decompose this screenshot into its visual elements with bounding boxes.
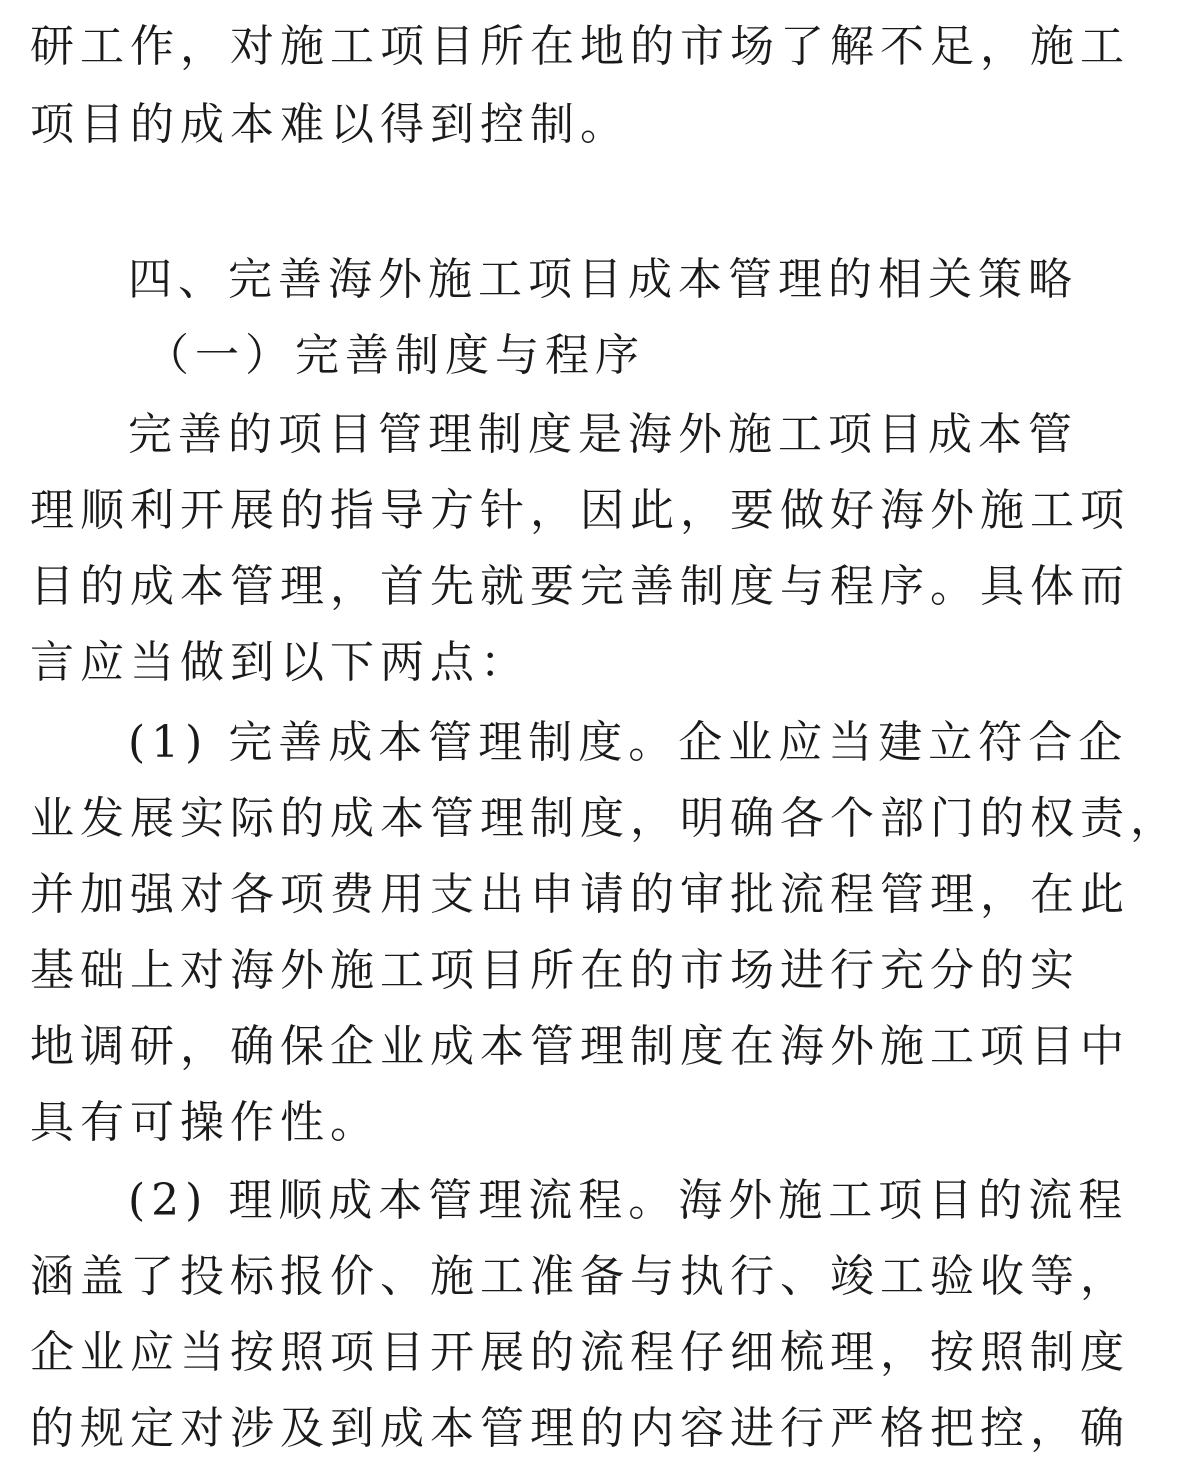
point1-line-5: 地调研，确保企业成本管理制度在海外施工项目中 <box>30 1021 1130 1072</box>
main-paragraph-line-2: 理顺利开展的指导方针，因此，要做好海外施工项 <box>30 485 1130 536</box>
section-heading: 四、完善海外施工项目成本管理的相关策略 <box>128 254 1078 305</box>
point1-line-1: (1) 完善成本管理制度。企业应当建立符合企 <box>128 717 1129 768</box>
point1-line-4: 基础上对海外施工项目所在的市场进行充分的实 <box>30 945 1080 996</box>
point2-line-2: 涵盖了投标报价、施工准备与执行、竣工验收等， <box>30 1251 1130 1302</box>
point2-line-1: (2) 理顺成本管理流程。海外施工项目的流程 <box>128 1175 1129 1226</box>
point1-line-2: 业发展实际的成本管理制度，明确各个部门的权责， <box>30 793 1180 844</box>
main-paragraph-line-3: 目的成本管理，首先就要完善制度与程序。具体而 <box>30 561 1130 612</box>
point1-line-6: 具有可操作性。 <box>30 1097 380 1148</box>
point2-line-3: 企业应当按照项目开展的流程仔细梳理，按照制度 <box>30 1327 1130 1378</box>
intro-line-2: 项目的成本难以得到控制。 <box>30 99 630 150</box>
intro-line-1: 研工作，对施工项目所在地的市场了解不足，施工 <box>30 21 1130 72</box>
point1-line-3: 并加强对各项费用支出申请的审批流程管理，在此 <box>30 869 1130 920</box>
point2-line-4: 的规定对涉及到成本管理的内容进行严格把控，确 <box>30 1403 1130 1454</box>
main-paragraph-line-4: 言应当做到以下两点： <box>30 637 530 688</box>
subsection-heading: （一）完善制度与程序 <box>145 330 645 381</box>
main-paragraph-line-1: 完善的项目管理制度是海外施工项目成本管 <box>128 409 1078 460</box>
